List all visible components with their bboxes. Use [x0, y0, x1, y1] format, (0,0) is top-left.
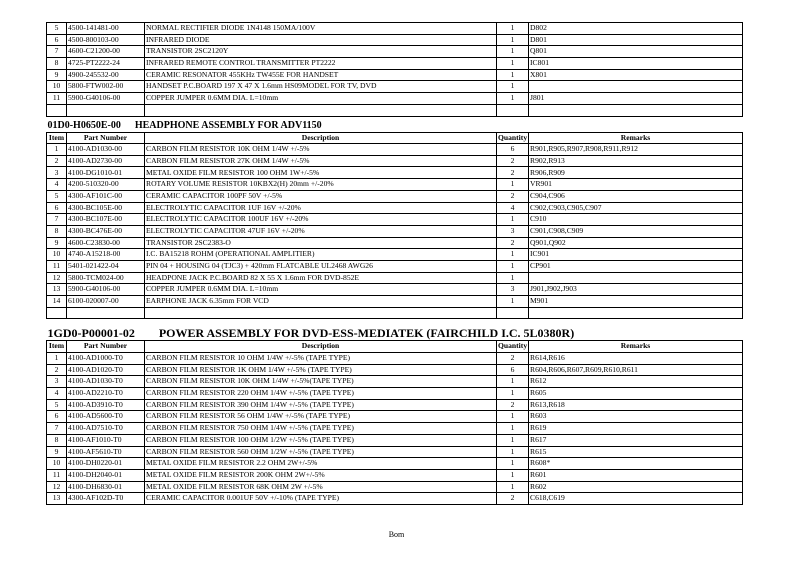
table-row: [47, 58, 743, 70]
cell-desc: NORMAL RECTIFIER DIODE 1N4148 150MA/100V: [145, 23, 497, 35]
table-row: [47, 144, 743, 156]
cell-desc: HANDSET P.C.BOARD 197 X 47 X 1.6mm HS09MODEL FOR TV, DVD: [145, 81, 497, 93]
cell-desc: I.C. BA15218 ROHM (OPERATIONAL AMPLITIER): [145, 249, 497, 261]
column-header-part: Part Number: [67, 341, 145, 353]
bom-table-body: [47, 23, 743, 505]
table-row: [47, 296, 743, 308]
cell-remarks: R617: [529, 434, 743, 446]
cell-part: 4100-AF5610-T0: [67, 446, 145, 458]
cell-part: 5800-FTW002-00: [67, 81, 145, 93]
table-row: [47, 411, 743, 423]
table-row: [47, 214, 743, 226]
cell-qty: 1: [497, 46, 529, 58]
column-header-remarks: Remarks: [529, 341, 743, 353]
cell-item: 3: [47, 167, 67, 179]
cell-remarks: [529, 81, 743, 93]
cell-desc: CARBON FILM RESISTOR 10K OHM 1/4W +/-5%(TAPE TYPE): [145, 376, 497, 388]
cell-remarks: R614,R616: [529, 353, 743, 365]
cell-desc: EARPHONE JACK 6.35mm FOR VCD: [145, 296, 497, 308]
cell-part: 4100-AD2210-T0: [67, 388, 145, 400]
cell-desc: CARBON FILM RESISTOR 56 OHM 1/4W +/-5% (TAPE TYPE): [145, 411, 497, 423]
cell-remarks: C901,C908,C909: [529, 225, 743, 237]
table-row: [47, 225, 743, 237]
cell-desc: TRANSISTOR 2SC2383-O: [145, 237, 497, 249]
cell-qty: 2: [497, 190, 529, 202]
cell-part: 4100-DH2040-01: [67, 469, 145, 481]
table-row: [47, 481, 743, 493]
cell-item: 2: [47, 364, 67, 376]
cell-remarks: R902,R913: [529, 155, 743, 167]
cell-part: 4600-C23830-00: [67, 237, 145, 249]
cell-desc: ROTARY VOLUME RESISTOR 10KBX2(H) 20mm +/-20%: [145, 179, 497, 191]
cell-desc: HEADPONE JACK P.C.BOARD 82 X 55 X 1.6mm FOR DVD-852E: [145, 272, 497, 284]
table-row: [47, 469, 743, 481]
cell-desc: COPPER JUMPER 0.6MM DIA. L=10mm: [145, 284, 497, 296]
cell-qty: 1: [497, 423, 529, 435]
cell-remarks: CP901: [529, 260, 743, 272]
cell-qty: 4: [497, 202, 529, 214]
cell-item: 6: [47, 202, 67, 214]
cell-remarks: D802: [529, 23, 743, 35]
cell-qty: 1: [497, 272, 529, 284]
cell-qty: 1: [497, 481, 529, 493]
cell-item: 1: [47, 144, 67, 156]
cell-qty: 1: [497, 34, 529, 46]
cell-qty: 2: [497, 155, 529, 167]
cell-desc: ELECTROLYTIC CAPACITOR 100UF 16V +/-20%: [145, 214, 497, 226]
cell-remarks: J801: [529, 93, 743, 105]
cell-item: 9: [47, 446, 67, 458]
cell-qty: 1: [497, 411, 529, 423]
cell-qty: 6: [497, 144, 529, 156]
cell-desc: METAL OXIDE FILM RESISTOR 100 OHM 1W+/-5%: [145, 167, 497, 179]
cell-desc: METAL OXIDE FILM RESISTOR 2.2 OHM 2W+/-5%: [145, 458, 497, 470]
cell-item: 6: [47, 34, 67, 46]
cell-part: 4740-A15218-00: [67, 249, 145, 261]
cell-qty: 1: [497, 214, 529, 226]
cell-remarks: C618,C619: [529, 493, 743, 505]
cell-qty: 1: [497, 446, 529, 458]
cell-part: 4100-AD7510-T0: [67, 423, 145, 435]
table-row: [47, 423, 743, 435]
cell-remarks: R613,R618: [529, 399, 743, 411]
cell-part: 4200-510320-00: [67, 179, 145, 191]
cell-qty: 1: [497, 458, 529, 470]
cell-part: 4100-DG1010-01: [67, 167, 145, 179]
cell-desc: CERAMIC CAPACITOR 0.001UF 50V +/-10% (TAPE TYPE): [145, 493, 497, 505]
table-row: [47, 93, 743, 105]
cell-desc: METAL OXIDE FILM RESISTOR 68K OHM 2W +/-5%: [145, 481, 497, 493]
cell-item: 14: [47, 296, 67, 308]
cell-remarks: C910: [529, 214, 743, 226]
cell-item: 8: [47, 434, 67, 446]
cell-part: 4300-BC105E-00: [67, 202, 145, 214]
cell-qty: 1: [497, 469, 529, 481]
cell-desc: COPPER JUMPER 0.6MM DIA. L=10mm: [145, 93, 497, 105]
page-footer: Bom: [388, 530, 405, 539]
cell-desc: ELECTROLYTIC CAPACITOR 47UF 16V +/-20%: [145, 225, 497, 237]
cell-desc: INFRARED DIODE: [145, 34, 497, 46]
cell-part: 4725-PT2222-24: [67, 58, 145, 70]
cell-item: 3: [47, 376, 67, 388]
cell-item: 7: [47, 214, 67, 226]
table-row: [47, 23, 743, 35]
cell-remarks: R612: [529, 376, 743, 388]
column-header-remarks: Remarks: [529, 132, 743, 144]
cell-remarks: D801: [529, 34, 743, 46]
cell-desc: CARBON FILM RESISTOR 1K OHM 1/4W +/-5% (TAPE TYPE): [145, 364, 497, 376]
cell-remarks: R615: [529, 446, 743, 458]
cell-part: 4100-DH0220-01: [67, 458, 145, 470]
cell-desc: CERAMIC CAPACITOR 100PF 50V +/-5%: [145, 190, 497, 202]
cell-part: 4100-AD1020-T0: [67, 364, 145, 376]
cell-desc: CARBON FILM RESISTOR 100 OHM 1/2W +/-5% (TAPE TYPE): [145, 434, 497, 446]
cell-desc: CARBON FILM RESISTOR 10 OHM 1/4W +/-5% (TAPE TYPE): [145, 353, 497, 365]
column-header-row: [47, 341, 743, 353]
assembly-code: 01D0-H0650E-00: [47, 119, 121, 131]
section-title-row: [47, 116, 743, 132]
cell-item: 11: [47, 469, 67, 481]
cell-qty: 1: [497, 434, 529, 446]
table-row: [47, 493, 743, 505]
table-row: [47, 46, 743, 58]
cell-remarks: J901,J902,J903: [529, 284, 743, 296]
empty-cell: [145, 307, 497, 319]
table-row: [47, 249, 743, 261]
cell-item: 11: [47, 93, 67, 105]
cell-item: 11: [47, 260, 67, 272]
cell-qty: 2: [497, 167, 529, 179]
cell-qty: 2: [497, 399, 529, 411]
cell-part: 4100-AD3910-T0: [67, 399, 145, 411]
cell-qty: 1: [497, 296, 529, 308]
table-row: [47, 155, 743, 167]
cell-remarks: R605: [529, 388, 743, 400]
cell-item: 13: [47, 493, 67, 505]
cell-item: 13: [47, 284, 67, 296]
cell-item: 10: [47, 249, 67, 261]
cell-part: 4600-C21200-00: [67, 46, 145, 58]
cell-desc: CERAMIC RESONATOR 455KHz TW455E FOR HANDSET: [145, 69, 497, 81]
cell-desc: CARBON FILM RESISTOR 560 OHM 1/2W +/-5% (TAPE TYPE): [145, 446, 497, 458]
cell-item: 4: [47, 179, 67, 191]
column-header-desc: Description: [145, 132, 497, 144]
cell-remarks: R619: [529, 423, 743, 435]
table-row: [47, 458, 743, 470]
cell-part: 4300-AF101C-00: [67, 190, 145, 202]
cell-qty: 1: [497, 260, 529, 272]
cell-desc: METAL OXIDE FILM RESISTOR 200K OHM 2W+/-5%: [145, 469, 497, 481]
table-row: [47, 190, 743, 202]
cell-desc: CARBON FILM RESISTOR 27K OHM 1/4W +/-5%: [145, 155, 497, 167]
cell-qty: 2: [497, 353, 529, 365]
empty-row: [47, 104, 743, 116]
cell-desc: PIN 04 + HOUSING 04 (TJC3) + 420mm FLATCABLE UL2468 AWG26: [145, 260, 497, 272]
cell-part: 5800-TCM024-00: [67, 272, 145, 284]
cell-remarks: R602: [529, 481, 743, 493]
cell-item: 12: [47, 272, 67, 284]
table-row: [47, 272, 743, 284]
cell-remarks: C902,C903,C905,C907: [529, 202, 743, 214]
cell-item: 9: [47, 69, 67, 81]
table-row: [47, 167, 743, 179]
cell-qty: 1: [497, 376, 529, 388]
cell-qty: 1: [497, 93, 529, 105]
cell-item: 9: [47, 237, 67, 249]
cell-qty: 1: [497, 179, 529, 191]
cell-item: 2: [47, 155, 67, 167]
table-row: [47, 376, 743, 388]
cell-part: 4300-BC107E-00: [67, 214, 145, 226]
cell-item: 1: [47, 353, 67, 365]
table-row: [47, 34, 743, 46]
column-header-item: Item: [47, 132, 67, 144]
cell-desc: CARBON FILM RESISTOR 750 OHM 1/4W +/-5% (TAPE TYPE): [145, 423, 497, 435]
cell-qty: 6: [497, 364, 529, 376]
cell-part: 4100-DH6830-01: [67, 481, 145, 493]
cell-part: 4100-AF1010-T0: [67, 434, 145, 446]
cell-remarks: IC801: [529, 58, 743, 70]
table-row: [47, 81, 743, 93]
table-row: [47, 399, 743, 411]
column-header-row: [47, 132, 743, 144]
empty-cell: [67, 307, 145, 319]
cell-qty: 3: [497, 225, 529, 237]
cell-remarks: R603: [529, 411, 743, 423]
cell-remarks: [529, 272, 743, 284]
cell-part: 5900-G40106-00: [67, 93, 145, 105]
cell-remarks: X801: [529, 69, 743, 81]
cell-item: 7: [47, 423, 67, 435]
table-row: [47, 434, 743, 446]
column-header-item: Item: [47, 341, 67, 353]
cell-part: 4900-245532-00: [67, 69, 145, 81]
cell-remarks: Q801: [529, 46, 743, 58]
table-row: [47, 284, 743, 296]
cell-item: 5: [47, 23, 67, 35]
cell-desc: CARBON FILM RESISTOR 390 OHM 1/4W +/-5% (TAPE TYPE): [145, 399, 497, 411]
empty-row: [47, 307, 743, 319]
cell-remarks: R608*: [529, 458, 743, 470]
cell-item: 7: [47, 46, 67, 58]
column-header-part: Part Number: [67, 132, 145, 144]
cell-qty: 1: [497, 58, 529, 70]
cell-remarks: Q901,Q902: [529, 237, 743, 249]
cell-remarks: M901: [529, 296, 743, 308]
cell-part: 4300-AF102D-T0: [67, 493, 145, 505]
table-row: [47, 446, 743, 458]
cell-part: 4500-800103-00: [67, 34, 145, 46]
cell-desc: ELECTROLYTIC CAPACITOR 1UF 16V +/-20%: [145, 202, 497, 214]
table-row: [47, 353, 743, 365]
cell-item: 10: [47, 458, 67, 470]
cell-part: 5401-021422-04: [67, 260, 145, 272]
table-row: [47, 364, 743, 376]
assembly-title: POWER ASSEMBLY FOR DVD-ESS-MEDIATEK (FAIRCHILD I.C. 5L0380R): [158, 325, 575, 340]
table-row: [47, 237, 743, 249]
cell-item: 10: [47, 81, 67, 93]
cell-item: 4: [47, 388, 67, 400]
empty-cell: [47, 307, 67, 319]
cell-part: 4100-AD1030-T0: [67, 376, 145, 388]
cell-qty: 2: [497, 237, 529, 249]
cell-item: 8: [47, 225, 67, 237]
cell-part: 5900-G40106-00: [67, 284, 145, 296]
cell-desc: CARBON FILM RESISTOR 10K OHM 1/4W +/-5%: [145, 144, 497, 156]
empty-cell: [497, 104, 529, 116]
empty-cell: [47, 104, 67, 116]
bom-sheet: [46, 22, 742, 505]
cell-item: 5: [47, 399, 67, 411]
cell-remarks: R901,R905,R907,R908,R911,R912: [529, 144, 743, 156]
table-row: [47, 69, 743, 81]
empty-cell: [145, 104, 497, 116]
cell-remarks: R601: [529, 469, 743, 481]
cell-desc: INFRARED REMOTE CONTROL TRANSMITTER PT2222: [145, 58, 497, 70]
empty-cell: [497, 307, 529, 319]
table-row: [47, 179, 743, 191]
cell-item: 6: [47, 411, 67, 423]
cell-remarks: R906,R909: [529, 167, 743, 179]
empty-cell: [67, 104, 145, 116]
cell-part: 4100-AD2730-00: [67, 155, 145, 167]
cell-qty: 1: [497, 249, 529, 261]
column-header-qty: Quantity: [497, 132, 529, 144]
cell-part: 6100-020007-00: [67, 296, 145, 308]
empty-cell: [529, 307, 743, 319]
assembly-title: HEADPHONE ASSEMBLY FOR ADV1150: [134, 119, 322, 131]
cell-qty: 3: [497, 284, 529, 296]
cell-remarks: IC901: [529, 249, 743, 261]
cell-qty: 2: [497, 493, 529, 505]
cell-remarks: R604,R606,R607,R609,R610,R611: [529, 364, 743, 376]
column-header-qty: Quantity: [497, 341, 529, 353]
cell-part: 4500-141481-00: [67, 23, 145, 35]
cell-part: 4100-AD1030-00: [67, 144, 145, 156]
cell-desc: CARBON FILM RESISTOR 220 OHM 1/4W +/-5% (TAPE TYPE): [145, 388, 497, 400]
assembly-code: 1GD0-P00001-02: [47, 325, 135, 340]
cell-qty: 1: [497, 388, 529, 400]
bom-table: [46, 22, 743, 505]
cell-item: 12: [47, 481, 67, 493]
empty-cell: [529, 104, 743, 116]
cell-part: 4300-BC476E-00: [67, 225, 145, 237]
table-row: [47, 388, 743, 400]
section-title-row: [47, 319, 743, 341]
table-row: [47, 260, 743, 272]
cell-item: 8: [47, 58, 67, 70]
cell-part: 4100-AD1000-T0: [67, 353, 145, 365]
cell-qty: 1: [497, 81, 529, 93]
cell-qty: 1: [497, 23, 529, 35]
table-row: [47, 202, 743, 214]
cell-remarks: C904,C906: [529, 190, 743, 202]
cell-remarks: VR901: [529, 179, 743, 191]
cell-qty: 1: [497, 69, 529, 81]
column-header-desc: Description: [145, 341, 497, 353]
cell-desc: TRANSISTOR 2SC2120Y: [145, 46, 497, 58]
cell-item: 5: [47, 190, 67, 202]
cell-part: 4100-AD5600-T0: [67, 411, 145, 423]
